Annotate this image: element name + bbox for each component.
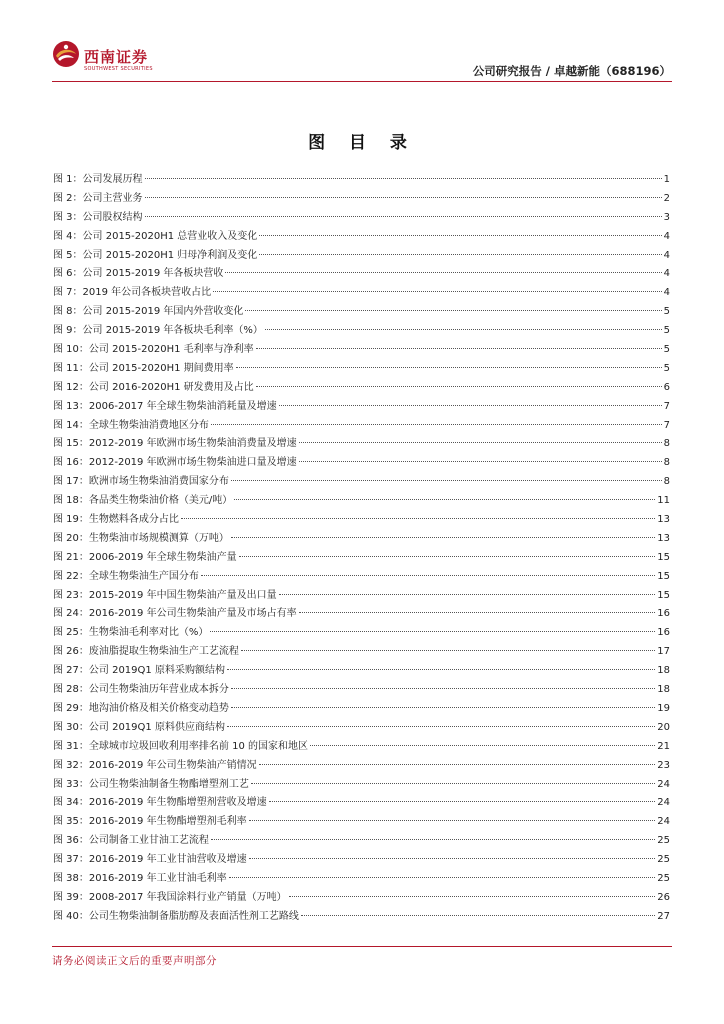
toc-title: 图 目 录	[308, 133, 416, 153]
toc-item-label: 图 1：公司发展历程	[53, 174, 143, 185]
toc-item-page: 13	[657, 514, 670, 526]
toc-item-page: 18	[657, 665, 670, 677]
toc-item-label: 图 27：公司 2019Q1 原料采购额结构	[53, 665, 225, 677]
toc-item-page: 3	[663, 211, 670, 223]
toc-dot-leader	[256, 348, 662, 349]
figure-table-of-contents	[53, 171, 670, 927]
toc-item-page: 11	[657, 495, 670, 507]
toc-item-page: 24	[657, 816, 670, 828]
toc-item[interactable]	[53, 228, 670, 247]
toc-item-label: 图 6：公司 2015-2019 年各板块营收	[53, 268, 224, 280]
toc-dot-leader	[299, 612, 656, 613]
toc-item-label: 图 40：公司生物柴油制备脂肪醇及表面活性剂工艺路线	[53, 910, 299, 922]
toc-item-label: 图 17：欧洲市场生物柴油消费国家分布	[53, 476, 229, 488]
toc-item-page: 5	[663, 325, 670, 337]
toc-item-page: 16	[657, 627, 670, 639]
toc-item[interactable]	[53, 870, 670, 889]
footer-divider	[52, 946, 672, 947]
toc-item-label: 图 23：2015-2019 年中国生物柴油产量及出口量	[53, 589, 277, 601]
toc-dot-leader	[259, 235, 661, 236]
toc-dot-leader	[269, 801, 656, 802]
toc-item-page: 4	[663, 230, 670, 242]
toc-item-page: 15	[657, 589, 670, 601]
toc-dot-leader	[301, 915, 655, 916]
toc-item[interactable]	[53, 643, 670, 662]
toc-item-page: 18	[657, 684, 670, 696]
toc-item-page: 8	[663, 476, 670, 488]
toc-item-page: 23	[657, 759, 670, 771]
toc-item[interactable]	[53, 454, 670, 473]
toc-item-page: 5	[663, 362, 670, 374]
toc-dot-leader	[299, 461, 662, 462]
toc-item-page: 4	[663, 249, 670, 261]
toc-dot-leader	[231, 537, 655, 538]
toc-dot-leader	[259, 254, 661, 255]
toc-item-label: 图 19：生物燃料各成分占比	[53, 514, 179, 526]
toc-item[interactable]	[53, 171, 670, 190]
toc-item-label: 图 39：2008-2017 年我国涂料行业产销量（万吨）	[53, 891, 287, 903]
toc-dot-leader	[227, 669, 655, 670]
toc-dot-leader	[265, 329, 662, 330]
page-header	[0, 0, 724, 90]
toc-item[interactable]	[53, 889, 670, 908]
toc-dot-leader	[249, 820, 656, 821]
toc-item-page: 15	[657, 570, 670, 582]
toc-item[interactable]	[53, 247, 670, 266]
toc-item[interactable]	[53, 587, 670, 606]
toc-dot-leader	[279, 405, 662, 406]
toc-item[interactable]	[53, 605, 670, 624]
company-logo	[52, 40, 162, 80]
toc-item-label: 图 26：废油脂提取生物柴油生产工艺流程	[53, 646, 239, 658]
toc-item[interactable]	[53, 757, 670, 776]
toc-item-page: 8	[663, 438, 670, 450]
toc-item-label: 图 18：各品类生物柴油价格（美元/吨）	[53, 495, 233, 507]
toc-dot-leader	[213, 291, 661, 292]
toc-item-page: 16	[657, 608, 670, 620]
toc-item-page: 5	[663, 306, 670, 318]
toc-item-label: 图 12：公司 2016-2020H1 研发费用及占比	[53, 381, 254, 393]
toc-item-page: 5	[663, 344, 670, 356]
toc-item-label: 图 11：公司 2015-2020H1 期间费用率	[53, 362, 234, 374]
toc-item[interactable]	[53, 681, 670, 700]
toc-dot-leader	[256, 386, 662, 387]
toc-item-page: 2	[663, 192, 670, 204]
logo-emblem-icon	[52, 40, 80, 68]
toc-item[interactable]	[53, 776, 670, 795]
toc-item-page: 13	[657, 532, 670, 544]
footer-disclaimer: 请务必阅读正文后的重要声明部分	[52, 955, 217, 967]
toc-dot-leader	[251, 783, 655, 784]
toc-dot-leader	[145, 178, 662, 179]
toc-item-label: 图 9：公司 2015-2019 年各板块毛利率（%）	[53, 325, 263, 337]
toc-item-page: 17	[657, 646, 670, 658]
toc-dot-leader	[211, 424, 662, 425]
toc-item-label: 图 5：公司 2015-2020H1 归母净利润及变化	[53, 249, 258, 261]
toc-item-label: 图 13：2006-2017 年全球生物柴油消耗量及增速	[53, 400, 277, 412]
toc-dot-leader	[310, 745, 655, 746]
toc-item[interactable]	[53, 851, 670, 870]
toc-item[interactable]	[53, 303, 670, 322]
toc-item[interactable]	[53, 360, 670, 379]
toc-item-label: 图 3：公司股权结构	[53, 211, 143, 223]
toc-item[interactable]	[53, 190, 670, 209]
toc-dot-leader	[241, 650, 655, 651]
toc-item-page: 21	[657, 740, 670, 752]
toc-dot-leader	[225, 272, 661, 273]
toc-dot-leader	[231, 480, 662, 481]
toc-dot-leader	[211, 839, 655, 840]
toc-item[interactable]	[53, 341, 670, 360]
toc-item[interactable]	[53, 624, 670, 643]
toc-item-label: 图 37：2016-2019 年工业甘油营收及增速	[53, 854, 247, 866]
toc-item-label: 图 24：2016-2019 年公司生物柴油产量及市场占有率	[53, 608, 297, 620]
toc-dot-leader	[289, 896, 656, 897]
toc-item-label: 图 31：全球城市垃圾回收利用率排名前 10 的国家和地区	[53, 740, 308, 752]
report-title: 公司研究报告 / 卓越新能（688196）	[472, 64, 671, 78]
toc-dot-leader	[236, 367, 662, 368]
toc-item-page: 4	[663, 287, 670, 299]
toc-item-label: 图 10：公司 2015-2020H1 毛利率与净利率	[53, 344, 254, 356]
toc-item[interactable]	[53, 209, 670, 228]
toc-item[interactable]	[53, 417, 670, 436]
toc-item-label: 图 30：公司 2019Q1 原料供应商结构	[53, 721, 225, 733]
toc-item-label: 图 25：生物柴油毛利率对比（%）	[53, 627, 209, 639]
toc-item-page: 24	[657, 797, 670, 809]
toc-item-label: 图 33：公司生物柴油制备生物酯增塑剂工艺	[53, 778, 249, 790]
toc-item-page: 7	[663, 419, 670, 431]
toc-item-label: 图 15：2012-2019 年欧洲市场生物柴油消费量及增速	[53, 438, 297, 450]
toc-dot-leader	[201, 575, 655, 576]
toc-item[interactable]	[53, 549, 670, 568]
toc-item-page: 4	[663, 268, 670, 280]
toc-dot-leader	[227, 726, 655, 727]
toc-item[interactable]	[53, 813, 670, 832]
toc-item[interactable]	[53, 284, 670, 303]
toc-item-page: 20	[657, 721, 670, 733]
toc-item-page: 25	[657, 835, 670, 847]
toc-dot-leader	[279, 594, 656, 595]
toc-item-label: 图 20：生物柴油市场规模测算（万吨）	[53, 532, 229, 544]
toc-item[interactable]	[53, 398, 670, 417]
toc-item[interactable]	[53, 473, 670, 492]
toc-item-page: 8	[663, 457, 670, 469]
toc-item-page: 1	[663, 174, 670, 185]
company-name: 西南证券	[84, 48, 149, 66]
header-divider	[52, 81, 672, 82]
toc-item-page: 24	[657, 778, 670, 790]
toc-item-page: 26	[657, 891, 670, 903]
toc-item[interactable]	[53, 379, 670, 398]
toc-item-label: 图 29：地沟油价格及相关价格变动趋势	[53, 702, 229, 714]
toc-item-label: 图 28：公司生物柴油历年营业成本拆分	[53, 684, 229, 696]
toc-item-label: 图 16：2012-2019 年欧洲市场生物柴油进口量及增速	[53, 457, 297, 469]
toc-item-page: 25	[657, 872, 670, 884]
toc-item[interactable]	[53, 662, 670, 681]
toc-dot-leader	[210, 631, 655, 632]
toc-item[interactable]	[53, 832, 670, 851]
toc-item[interactable]	[53, 700, 670, 719]
toc-dot-leader	[181, 518, 655, 519]
toc-item[interactable]	[53, 265, 670, 284]
toc-item[interactable]	[53, 322, 670, 341]
toc-item-page: 25	[657, 854, 670, 866]
toc-item[interactable]	[53, 492, 670, 511]
toc-item-label: 图 36：公司制备工业甘油工艺流程	[53, 835, 209, 847]
toc-dot-leader	[239, 556, 656, 557]
toc-item-label: 图 34：2016-2019 年生物酯增塑剂营收及增速	[53, 797, 267, 809]
toc-item-label: 图 8：公司 2015-2019 年国内外营收变化	[53, 306, 244, 318]
toc-item-label: 图 14：全球生物柴油消费地区分布	[53, 419, 209, 431]
toc-dot-leader	[231, 688, 655, 689]
toc-dot-leader	[145, 216, 662, 217]
toc-item-page: 27	[657, 910, 670, 922]
toc-item-label: 图 4：公司 2015-2020H1 总营业收入及变化	[53, 230, 258, 242]
toc-item[interactable]	[53, 568, 670, 587]
toc-item-label: 图 22：全球生物柴油生产国分布	[53, 570, 199, 582]
toc-dot-leader	[234, 499, 655, 500]
toc-item-page: 15	[657, 551, 670, 563]
toc-dot-leader	[145, 197, 662, 198]
toc-item-label: 图 7：2019 年公司各板块营收占比	[53, 287, 212, 299]
toc-item[interactable]	[53, 908, 670, 927]
company-name-en: SOUTHWEST SECURITIES	[84, 66, 153, 72]
toc-item-label: 图 2：公司主营业务	[53, 192, 143, 204]
toc-dot-leader	[245, 310, 661, 311]
toc-item[interactable]	[53, 719, 670, 738]
toc-item[interactable]	[53, 738, 670, 757]
toc-item-label: 图 38：2016-2019 年工业甘油毛利率	[53, 872, 227, 884]
toc-dot-leader	[249, 858, 656, 859]
toc-item[interactable]	[53, 530, 670, 549]
toc-item[interactable]	[53, 435, 670, 454]
toc-dot-leader	[231, 707, 655, 708]
toc-item-page: 19	[657, 702, 670, 714]
toc-item-label: 图 21：2006-2019 年全球生物柴油产量	[53, 551, 237, 563]
toc-item[interactable]	[53, 794, 670, 813]
toc-dot-leader	[299, 442, 662, 443]
toc-item-label: 图 32：2016-2019 年公司生物柴油产销情况	[53, 759, 257, 771]
toc-item-page: 7	[663, 400, 670, 412]
toc-item-page: 6	[663, 381, 670, 393]
toc-item-label: 图 35：2016-2019 年生物酯增塑剂毛利率	[53, 816, 247, 828]
toc-dot-leader	[259, 764, 656, 765]
toc-dot-leader	[229, 877, 656, 878]
toc-item[interactable]	[53, 511, 670, 530]
